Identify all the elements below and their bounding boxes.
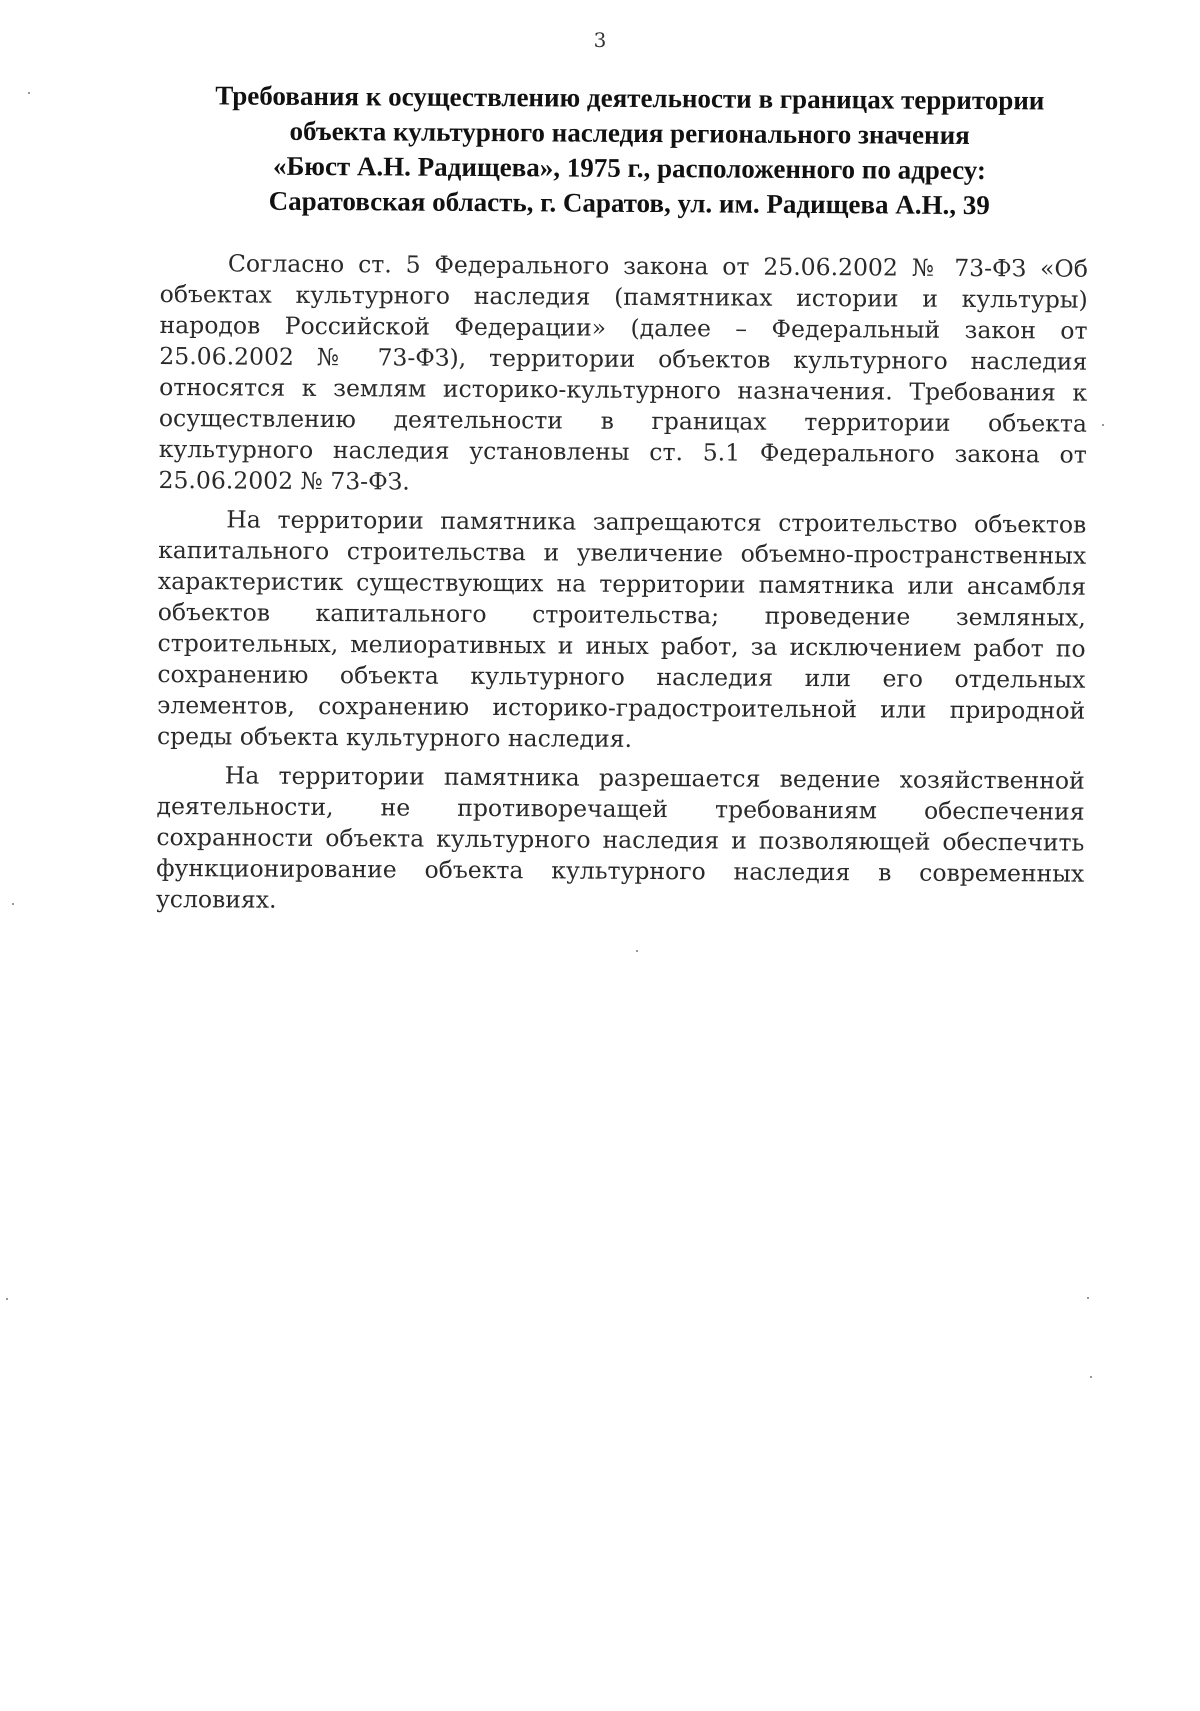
title-line: «Бюст А.Н. Радищева», 1975 г., расположенного по адресу: <box>272 150 986 186</box>
scan-speck <box>28 92 30 94</box>
page-number: 3 <box>593 28 607 52</box>
scan-speck <box>12 903 14 905</box>
scan-speck <box>1102 424 1104 426</box>
scan-speck <box>6 1298 8 1300</box>
paragraph-permissions: На территории памятника разрешается ведение хозяйственной деятельности, не противоречащей требованиям обеспечения сохранности объекта культурного наследия и позволяющей обеспечить функционирование объекта культурного наследия в современных условиях. <box>155 761 1085 914</box>
document-body <box>156 248 1088 929</box>
title-line: Саратовская область, г. Саратов, ул. им. Радищева А.Н., 39 <box>268 185 990 221</box>
scan-speck <box>1090 1376 1092 1378</box>
title-line: Требования к осуществлению деятельности в границах территории <box>215 80 1045 116</box>
paragraph-prohibitions: На территории памятника запрещаются строительство объектов капитального строительства и увеличение объемно-пространственных характеристик существующих на территории памятника или ансамбля объектов капитального строительства; проведение земляных, строительных, мелиоративных и иных работ, за исключением работ по сохранению объекта культурного наследия или его отдельных элементов, сохранению историко-градостроительной или природной среды объекта культурного наследия. <box>156 505 1087 753</box>
title-line: объекта культурного наследия регионального значения <box>289 115 970 151</box>
paragraph-legal-basis: Согласно ст. 5 Федерального закона от 25.06.2002 № 73-ФЗ «Об объектах культурного наследия (памятниках истории и культуры) народов Российской Федерации» (далее – Федеральный закон от 25.06.2002 № 73-ФЗ), территории объектов культурного наследия относятся к землям историко-культурного назначения. Требования к осуществлению деятельности в границах территории объекта культурного наследия установлены ст. 5.1 Федерального закона от 25.06.2002 № 73-ФЗ. <box>158 249 1088 496</box>
scan-speck <box>636 950 638 952</box>
document-title <box>149 78 1110 224</box>
scan-speck <box>1087 1297 1089 1299</box>
